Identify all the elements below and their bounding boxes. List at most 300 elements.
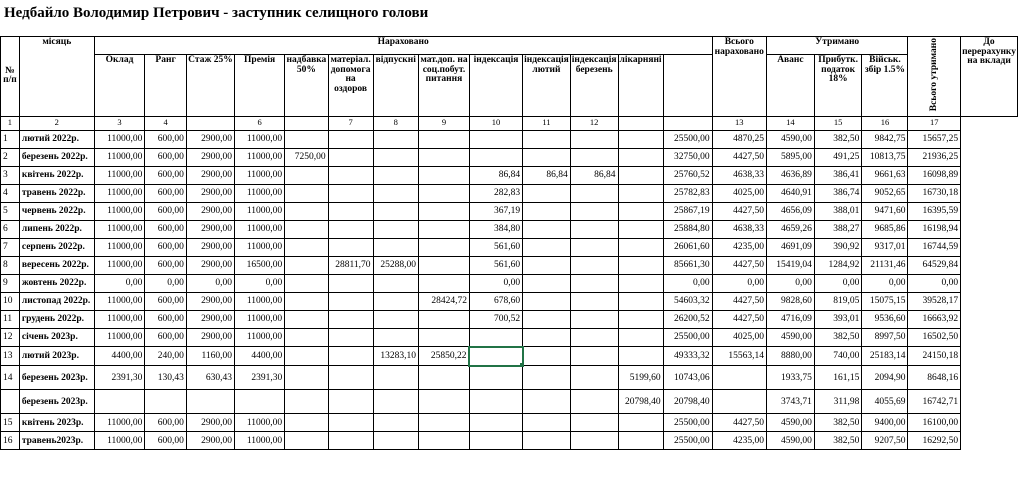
cell-lik[interactable] bbox=[618, 414, 663, 432]
cell-tax[interactable]: 4636,89 bbox=[767, 166, 815, 184]
cell-index[interactable]: 561,60 bbox=[469, 238, 522, 256]
cell-lik[interactable] bbox=[618, 432, 663, 450]
cell-nadbavka[interactable] bbox=[285, 274, 328, 292]
cell-matdop[interactable] bbox=[418, 148, 469, 166]
cell-il[interactable] bbox=[523, 390, 571, 414]
cell-mat[interactable] bbox=[328, 310, 373, 328]
cell-mat[interactable] bbox=[328, 202, 373, 220]
cell-avans[interactable]: 4427,50 bbox=[712, 256, 766, 274]
cell-ib[interactable] bbox=[570, 238, 618, 256]
cell-matdop[interactable] bbox=[418, 202, 469, 220]
cell-il[interactable] bbox=[523, 347, 571, 366]
cell-index[interactable] bbox=[469, 130, 522, 148]
cell-il[interactable] bbox=[523, 220, 571, 238]
cell-mil[interactable]: 382,50 bbox=[814, 414, 862, 432]
cell-lik[interactable] bbox=[618, 202, 663, 220]
cell-ib[interactable] bbox=[570, 310, 618, 328]
cell-tr[interactable]: 16742,71 bbox=[908, 390, 961, 414]
cell-index[interactable]: 367,19 bbox=[469, 202, 522, 220]
cell-vidp[interactable]: 25288,00 bbox=[373, 256, 418, 274]
cell-total[interactable]: 10743,06 bbox=[663, 366, 712, 390]
cell-index[interactable]: 282,83 bbox=[469, 184, 522, 202]
cell-tr[interactable]: 0,00 bbox=[908, 274, 961, 292]
cell-lik[interactable] bbox=[618, 130, 663, 148]
cell-tax[interactable]: 4691,09 bbox=[767, 238, 815, 256]
cell-vidp[interactable] bbox=[373, 414, 418, 432]
cell-stazh[interactable]: 2900,00 bbox=[186, 432, 234, 450]
cell-lik[interactable]: 20798,40 bbox=[618, 390, 663, 414]
cell-nadbavka[interactable] bbox=[285, 202, 328, 220]
cell-il[interactable] bbox=[523, 130, 571, 148]
cell-nadbavka[interactable] bbox=[285, 238, 328, 256]
cell-mat[interactable] bbox=[328, 166, 373, 184]
cell-oklad[interactable]: 2391,30 bbox=[94, 366, 145, 390]
cell-avans[interactable]: 4427,50 bbox=[712, 202, 766, 220]
cell-premia[interactable]: 11000,00 bbox=[235, 202, 285, 220]
cell-il[interactable] bbox=[523, 256, 571, 274]
cell-tw[interactable]: 0,00 bbox=[862, 274, 908, 292]
cell-n[interactable]: 3 bbox=[1, 166, 20, 184]
cell-n[interactable]: 4 bbox=[1, 184, 20, 202]
cell-matdop[interactable] bbox=[418, 390, 469, 414]
cell-matdop[interactable]: 28424,72 bbox=[418, 292, 469, 310]
cell-oklad[interactable]: 11000,00 bbox=[94, 292, 145, 310]
cell-n[interactable]: 6 bbox=[1, 220, 20, 238]
cell-mil[interactable]: 382,50 bbox=[814, 432, 862, 450]
cell-total[interactable]: 25782,83 bbox=[663, 184, 712, 202]
cell-n[interactable]: 16 bbox=[1, 432, 20, 450]
cell-ib[interactable] bbox=[570, 414, 618, 432]
cell-index[interactable] bbox=[469, 347, 522, 366]
cell-month[interactable]: липень 2022р. bbox=[19, 220, 94, 238]
cell-tax[interactable]: 9828,60 bbox=[767, 292, 815, 310]
cell-stazh[interactable]: 0,00 bbox=[186, 274, 234, 292]
cell-lik[interactable] bbox=[618, 166, 663, 184]
cell-premia[interactable]: 11000,00 bbox=[235, 166, 285, 184]
cell-nadbavka[interactable] bbox=[285, 414, 328, 432]
cell-oklad[interactable]: 11000,00 bbox=[94, 432, 145, 450]
cell-tr[interactable]: 16098,89 bbox=[908, 166, 961, 184]
cell-avans[interactable] bbox=[712, 390, 766, 414]
cell-mat[interactable] bbox=[328, 414, 373, 432]
cell-stazh[interactable]: 2900,00 bbox=[186, 184, 234, 202]
cell-tax[interactable]: 4659,26 bbox=[767, 220, 815, 238]
cell-oklad[interactable]: 11000,00 bbox=[94, 184, 145, 202]
cell-avans[interactable]: 4427,50 bbox=[712, 310, 766, 328]
cell-month[interactable]: лютий 2023р. bbox=[19, 347, 94, 366]
cell-ib[interactable] bbox=[570, 274, 618, 292]
cell-lik[interactable] bbox=[618, 238, 663, 256]
cell-tr[interactable]: 64529,84 bbox=[908, 256, 961, 274]
cell-lik[interactable] bbox=[618, 310, 663, 328]
cell-stazh[interactable]: 2900,00 bbox=[186, 148, 234, 166]
cell-rang[interactable]: 600,00 bbox=[145, 166, 187, 184]
cell-rang[interactable]: 600,00 bbox=[145, 310, 187, 328]
cell-matdop[interactable] bbox=[418, 366, 469, 390]
cell-nadbavka[interactable] bbox=[285, 256, 328, 274]
cell-n[interactable]: 14 bbox=[1, 366, 20, 390]
cell-matdop[interactable] bbox=[418, 414, 469, 432]
cell-index[interactable] bbox=[469, 366, 522, 390]
cell-nadbavka[interactable] bbox=[285, 184, 328, 202]
cell-tw[interactable]: 9661,63 bbox=[862, 166, 908, 184]
cell-oklad[interactable]: 0,00 bbox=[94, 274, 145, 292]
cell-rang[interactable]: 600,00 bbox=[145, 432, 187, 450]
cell-ib[interactable] bbox=[570, 390, 618, 414]
cell-n[interactable]: 11 bbox=[1, 310, 20, 328]
cell-stazh[interactable]: 2900,00 bbox=[186, 256, 234, 274]
cell-matdop[interactable]: 25850,22 bbox=[418, 347, 469, 366]
cell-total[interactable]: 20798,40 bbox=[663, 390, 712, 414]
cell-matdop[interactable] bbox=[418, 274, 469, 292]
cell-stazh[interactable]: 2900,00 bbox=[186, 166, 234, 184]
cell-ib[interactable] bbox=[570, 202, 618, 220]
cell-il[interactable] bbox=[523, 432, 571, 450]
cell-tax[interactable]: 15419,04 bbox=[767, 256, 815, 274]
cell-tax[interactable]: 3743,71 bbox=[767, 390, 815, 414]
cell-n[interactable]: 8 bbox=[1, 256, 20, 274]
cell-mil[interactable]: 819,05 bbox=[814, 292, 862, 310]
cell-rang[interactable]: 600,00 bbox=[145, 414, 187, 432]
cell-mat[interactable] bbox=[328, 347, 373, 366]
cell-lik[interactable] bbox=[618, 274, 663, 292]
cell-nadbavka[interactable] bbox=[285, 292, 328, 310]
cell-tax[interactable]: 4590,00 bbox=[767, 414, 815, 432]
cell-oklad[interactable]: 11000,00 bbox=[94, 328, 145, 347]
cell-rang[interactable]: 240,00 bbox=[145, 347, 187, 366]
cell-matdop[interactable] bbox=[418, 130, 469, 148]
cell-mil[interactable]: 393,01 bbox=[814, 310, 862, 328]
cell-index[interactable] bbox=[469, 390, 522, 414]
cell-mat[interactable] bbox=[328, 184, 373, 202]
cell-index[interactable]: 678,60 bbox=[469, 292, 522, 310]
cell-ib[interactable] bbox=[570, 432, 618, 450]
cell-premia[interactable]: 11000,00 bbox=[235, 130, 285, 148]
cell-stazh[interactable]: 2900,00 bbox=[186, 220, 234, 238]
fill-handle[interactable] bbox=[519, 362, 523, 366]
cell-month[interactable]: березень 2023р. bbox=[19, 390, 94, 414]
cell-lik[interactable] bbox=[618, 347, 663, 366]
cell-month[interactable]: березень 2022р. bbox=[19, 148, 94, 166]
cell-mil[interactable]: 161,15 bbox=[814, 366, 862, 390]
cell-month[interactable]: квітень 2023р. bbox=[19, 414, 94, 432]
cell-lik[interactable] bbox=[618, 220, 663, 238]
cell-index[interactable]: 384,80 bbox=[469, 220, 522, 238]
cell-month[interactable]: квітень 2022р. bbox=[19, 166, 94, 184]
cell-il[interactable] bbox=[523, 310, 571, 328]
cell-nadbavka[interactable] bbox=[285, 347, 328, 366]
cell-tr[interactable]: 16395,59 bbox=[908, 202, 961, 220]
cell-rang[interactable]: 600,00 bbox=[145, 256, 187, 274]
cell-n[interactable]: 13 bbox=[1, 347, 20, 366]
cell-premia[interactable]: 2391,30 bbox=[235, 366, 285, 390]
cell-n[interactable]: 12 bbox=[1, 328, 20, 347]
cell-mat[interactable] bbox=[328, 328, 373, 347]
cell-vidp[interactable] bbox=[373, 148, 418, 166]
cell-total[interactable]: 85661,30 bbox=[663, 256, 712, 274]
cell-mil[interactable]: 311,98 bbox=[814, 390, 862, 414]
cell-ib[interactable] bbox=[570, 130, 618, 148]
cell-tr[interactable]: 15657,25 bbox=[908, 130, 961, 148]
cell-mat[interactable] bbox=[328, 130, 373, 148]
cell-lik[interactable] bbox=[618, 328, 663, 347]
cell-tw[interactable]: 8997,50 bbox=[862, 328, 908, 347]
cell-rang[interactable]: 600,00 bbox=[145, 202, 187, 220]
cell-month[interactable]: березень 2023р. bbox=[19, 366, 94, 390]
cell-avans[interactable]: 4025,00 bbox=[712, 184, 766, 202]
cell-rang[interactable] bbox=[145, 390, 187, 414]
cell-tw[interactable]: 9471,60 bbox=[862, 202, 908, 220]
cell-il[interactable] bbox=[523, 366, 571, 390]
cell-n[interactable]: 5 bbox=[1, 202, 20, 220]
cell-avans[interactable]: 0,00 bbox=[712, 274, 766, 292]
cell-mil[interactable]: 1284,92 bbox=[814, 256, 862, 274]
cell-nadbavka[interactable] bbox=[285, 432, 328, 450]
cell-lik[interactable] bbox=[618, 256, 663, 274]
cell-il[interactable] bbox=[523, 148, 571, 166]
cell-tax[interactable]: 4656,09 bbox=[767, 202, 815, 220]
cell-oklad[interactable]: 11000,00 bbox=[94, 130, 145, 148]
cell-il[interactable] bbox=[523, 328, 571, 347]
cell-rang[interactable]: 0,00 bbox=[145, 274, 187, 292]
cell-tw[interactable]: 9317,01 bbox=[862, 238, 908, 256]
cell-il[interactable] bbox=[523, 202, 571, 220]
cell-rang[interactable]: 600,00 bbox=[145, 292, 187, 310]
cell-ib[interactable] bbox=[570, 347, 618, 366]
cell-mil[interactable]: 386,41 bbox=[814, 166, 862, 184]
cell-avans[interactable]: 4638,33 bbox=[712, 166, 766, 184]
cell-month[interactable]: листопад 2022р. bbox=[19, 292, 94, 310]
cell-tax[interactable]: 4590,00 bbox=[767, 328, 815, 347]
cell-tw[interactable]: 15075,15 bbox=[862, 292, 908, 310]
cell-premia[interactable]: 16500,00 bbox=[235, 256, 285, 274]
cell-nadbavka[interactable] bbox=[285, 130, 328, 148]
cell-oklad[interactable]: 11000,00 bbox=[94, 238, 145, 256]
cell-stazh[interactable]: 2900,00 bbox=[186, 328, 234, 347]
cell-rang[interactable]: 600,00 bbox=[145, 148, 187, 166]
cell-matdop[interactable] bbox=[418, 328, 469, 347]
cell-stazh[interactable]: 1160,00 bbox=[186, 347, 234, 366]
cell-oklad[interactable]: 11000,00 bbox=[94, 220, 145, 238]
cell-mat[interactable] bbox=[328, 220, 373, 238]
cell-total[interactable]: 49333,32 bbox=[663, 347, 712, 366]
cell-index[interactable]: 700,52 bbox=[469, 310, 522, 328]
cell-vidp[interactable] bbox=[373, 130, 418, 148]
cell-ib[interactable] bbox=[570, 148, 618, 166]
cell-mil[interactable]: 491,25 bbox=[814, 148, 862, 166]
cell-premia[interactable]: 4400,00 bbox=[235, 347, 285, 366]
cell-mat[interactable] bbox=[328, 292, 373, 310]
cell-vidp[interactable] bbox=[373, 366, 418, 390]
cell-tax[interactable]: 8880,00 bbox=[767, 347, 815, 366]
cell-index[interactable]: 561,60 bbox=[469, 256, 522, 274]
cell-month[interactable]: лютий 2022р. bbox=[19, 130, 94, 148]
cell-index[interactable] bbox=[469, 328, 522, 347]
cell-nadbavka[interactable]: 7250,00 bbox=[285, 148, 328, 166]
cell-n[interactable]: 1 bbox=[1, 130, 20, 148]
cell-total[interactable]: 0,00 bbox=[663, 274, 712, 292]
cell-tr[interactable]: 16744,59 bbox=[908, 238, 961, 256]
cell-lik[interactable] bbox=[618, 184, 663, 202]
cell-month[interactable]: травень2023р. bbox=[19, 432, 94, 450]
cell-il[interactable] bbox=[523, 238, 571, 256]
cell-vidp[interactable] bbox=[373, 166, 418, 184]
cell-index[interactable] bbox=[469, 432, 522, 450]
cell-tr[interactable]: 16730,18 bbox=[908, 184, 961, 202]
cell-month[interactable]: січень 2023р. bbox=[19, 328, 94, 347]
cell-mil[interactable]: 386,74 bbox=[814, 184, 862, 202]
cell-premia[interactable]: 11000,00 bbox=[235, 328, 285, 347]
cell-il[interactable] bbox=[523, 184, 571, 202]
cell-avans[interactable]: 4025,00 bbox=[712, 328, 766, 347]
cell-mat[interactable]: 28811,70 bbox=[328, 256, 373, 274]
cell-matdop[interactable] bbox=[418, 220, 469, 238]
cell-il[interactable] bbox=[523, 414, 571, 432]
cell-n[interactable]: 7 bbox=[1, 238, 20, 256]
cell-index[interactable]: 86,84 bbox=[469, 166, 522, 184]
cell-ib[interactable] bbox=[570, 292, 618, 310]
cell-avans[interactable] bbox=[712, 366, 766, 390]
cell-oklad[interactable]: 11000,00 bbox=[94, 202, 145, 220]
cell-oklad[interactable] bbox=[94, 390, 145, 414]
cell-total[interactable]: 25867,19 bbox=[663, 202, 712, 220]
cell-premia[interactable]: 11000,00 bbox=[235, 238, 285, 256]
cell-stazh[interactable]: 2900,00 bbox=[186, 292, 234, 310]
cell-index[interactable] bbox=[469, 148, 522, 166]
cell-tw[interactable]: 4055,69 bbox=[862, 390, 908, 414]
cell-month[interactable]: червень 2022р. bbox=[19, 202, 94, 220]
cell-nadbavka[interactable] bbox=[285, 366, 328, 390]
cell-vidp[interactable] bbox=[373, 202, 418, 220]
cell-total[interactable]: 26061,60 bbox=[663, 238, 712, 256]
cell-avans[interactable]: 15563,14 bbox=[712, 347, 766, 366]
cell-total[interactable]: 25884,80 bbox=[663, 220, 712, 238]
cell-tax[interactable]: 4590,00 bbox=[767, 432, 815, 450]
cell-vidp[interactable] bbox=[373, 310, 418, 328]
cell-nadbavka[interactable] bbox=[285, 220, 328, 238]
cell-tr[interactable]: 24150,18 bbox=[908, 347, 961, 366]
cell-month[interactable]: травень 2022р. bbox=[19, 184, 94, 202]
cell-n[interactable]: 9 bbox=[1, 274, 20, 292]
cell-lik[interactable] bbox=[618, 148, 663, 166]
cell-index[interactable]: 0,00 bbox=[469, 274, 522, 292]
cell-nadbavka[interactable] bbox=[285, 310, 328, 328]
cell-mil[interactable]: 0,00 bbox=[814, 274, 862, 292]
cell-tw[interactable]: 9842,75 bbox=[862, 130, 908, 148]
cell-oklad[interactable]: 11000,00 bbox=[94, 414, 145, 432]
cell-tw[interactable]: 25183,14 bbox=[862, 347, 908, 366]
cell-vidp[interactable] bbox=[373, 184, 418, 202]
cell-tr[interactable]: 21936,25 bbox=[908, 148, 961, 166]
cell-matdop[interactable] bbox=[418, 310, 469, 328]
cell-total[interactable]: 25500,00 bbox=[663, 432, 712, 450]
cell-n[interactable] bbox=[1, 390, 20, 414]
cell-mil[interactable]: 388,01 bbox=[814, 202, 862, 220]
cell-mil[interactable]: 740,00 bbox=[814, 347, 862, 366]
cell-mat[interactable] bbox=[328, 148, 373, 166]
cell-n[interactable]: 15 bbox=[1, 414, 20, 432]
cell-tr[interactable]: 8648,16 bbox=[908, 366, 961, 390]
cell-tr[interactable]: 16292,50 bbox=[908, 432, 961, 450]
cell-premia[interactable]: 11000,00 bbox=[235, 148, 285, 166]
cell-ib[interactable] bbox=[570, 366, 618, 390]
cell-tr[interactable]: 16198,94 bbox=[908, 220, 961, 238]
cell-oklad[interactable]: 11000,00 bbox=[94, 310, 145, 328]
cell-mat[interactable] bbox=[328, 238, 373, 256]
cell-avans[interactable]: 4870,25 bbox=[712, 130, 766, 148]
cell-ib[interactable] bbox=[570, 256, 618, 274]
cell-tw[interactable]: 21131,46 bbox=[862, 256, 908, 274]
cell-ib[interactable]: 86,84 bbox=[570, 166, 618, 184]
cell-matdop[interactable] bbox=[418, 432, 469, 450]
cell-ib[interactable] bbox=[570, 220, 618, 238]
cell-oklad[interactable]: 11000,00 bbox=[94, 148, 145, 166]
cell-premia[interactable]: 11000,00 bbox=[235, 414, 285, 432]
cell-tax[interactable]: 4716,09 bbox=[767, 310, 815, 328]
cell-matdop[interactable] bbox=[418, 238, 469, 256]
cell-il[interactable] bbox=[523, 274, 571, 292]
cell-stazh[interactable]: 2900,00 bbox=[186, 202, 234, 220]
cell-il[interactable] bbox=[523, 292, 571, 310]
cell-tw[interactable]: 9207,50 bbox=[862, 432, 908, 450]
cell-month[interactable]: серпень 2022р. bbox=[19, 238, 94, 256]
cell-premia[interactable]: 11000,00 bbox=[235, 310, 285, 328]
cell-tr[interactable]: 16663,92 bbox=[908, 310, 961, 328]
cell-ib[interactable] bbox=[570, 328, 618, 347]
cell-il[interactable]: 86,84 bbox=[523, 166, 571, 184]
cell-total[interactable]: 26200,52 bbox=[663, 310, 712, 328]
cell-tax[interactable]: 0,00 bbox=[767, 274, 815, 292]
cell-vidp[interactable] bbox=[373, 432, 418, 450]
cell-premia[interactable]: 11000,00 bbox=[235, 184, 285, 202]
cell-tr[interactable]: 16100,00 bbox=[908, 414, 961, 432]
cell-vidp[interactable] bbox=[373, 274, 418, 292]
cell-total[interactable]: 25500,00 bbox=[663, 328, 712, 347]
cell-mil[interactable]: 388,27 bbox=[814, 220, 862, 238]
cell-oklad[interactable]: 11000,00 bbox=[94, 256, 145, 274]
cell-stazh[interactable]: 2900,00 bbox=[186, 238, 234, 256]
cell-tw[interactable]: 9536,60 bbox=[862, 310, 908, 328]
cell-tr[interactable]: 16502,50 bbox=[908, 328, 961, 347]
cell-avans[interactable]: 4427,50 bbox=[712, 414, 766, 432]
cell-stazh[interactable]: 2900,00 bbox=[186, 414, 234, 432]
cell-stazh[interactable]: 2900,00 bbox=[186, 310, 234, 328]
cell-index[interactable] bbox=[469, 414, 522, 432]
cell-premia[interactable]: 11000,00 bbox=[235, 292, 285, 310]
cell-vidp[interactable] bbox=[373, 220, 418, 238]
cell-nadbavka[interactable] bbox=[285, 390, 328, 414]
cell-tw[interactable]: 9685,86 bbox=[862, 220, 908, 238]
cell-ib[interactable] bbox=[570, 184, 618, 202]
cell-avans[interactable]: 4235,00 bbox=[712, 432, 766, 450]
cell-rang[interactable]: 600,00 bbox=[145, 184, 187, 202]
cell-mil[interactable]: 390,92 bbox=[814, 238, 862, 256]
cell-rang[interactable]: 600,00 bbox=[145, 220, 187, 238]
cell-mat[interactable] bbox=[328, 432, 373, 450]
cell-total[interactable]: 54603,32 bbox=[663, 292, 712, 310]
cell-premia[interactable]: 11000,00 bbox=[235, 220, 285, 238]
cell-premia[interactable]: 0,00 bbox=[235, 274, 285, 292]
cell-tax[interactable]: 1933,75 bbox=[767, 366, 815, 390]
cell-avans[interactable]: 4427,50 bbox=[712, 148, 766, 166]
cell-total[interactable]: 32750,00 bbox=[663, 148, 712, 166]
cell-tw[interactable]: 2094,90 bbox=[862, 366, 908, 390]
cell-month[interactable]: жовтень 2022р. bbox=[19, 274, 94, 292]
cell-mat[interactable] bbox=[328, 366, 373, 390]
cell-tw[interactable]: 9400,00 bbox=[862, 414, 908, 432]
cell-n[interactable]: 10 bbox=[1, 292, 20, 310]
cell-matdop[interactable] bbox=[418, 184, 469, 202]
